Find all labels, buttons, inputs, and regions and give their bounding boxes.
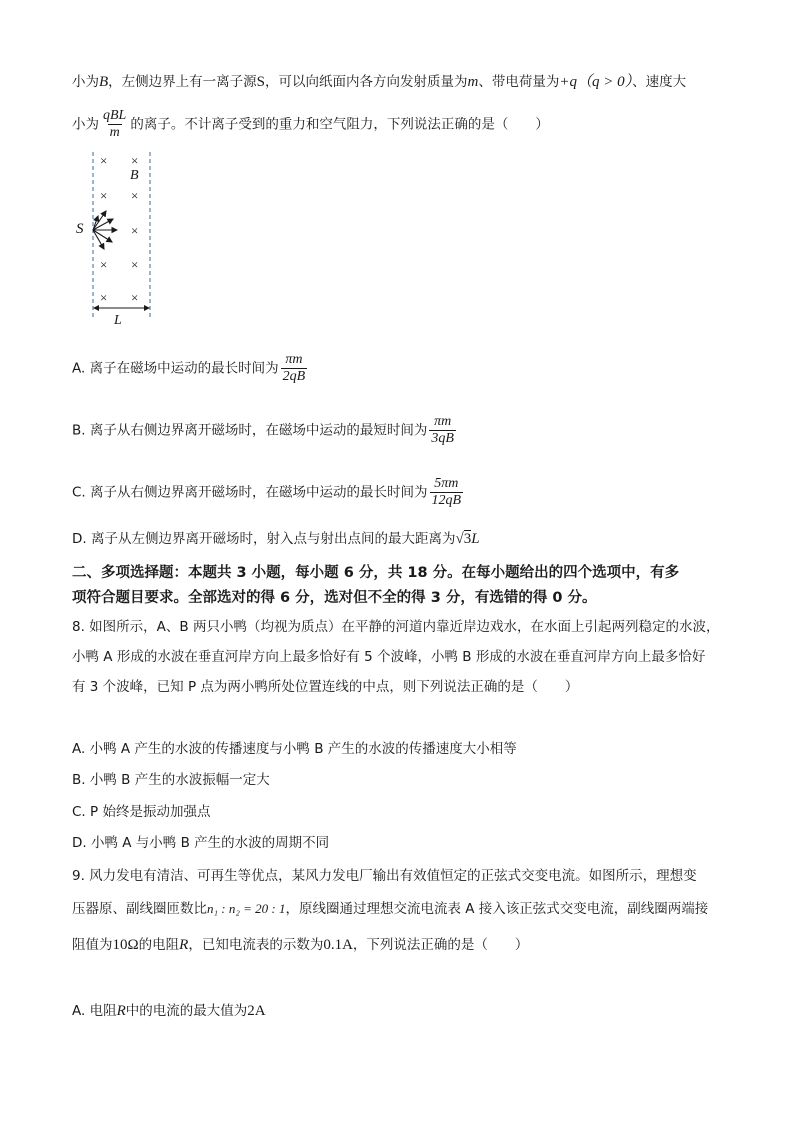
q8-stem-line1: 8. 如图所示，A、B 两只小鸭（均视为质点）在平静的河道内靠近岸边戏水，在水面上引起两列稳定的水波， (72, 619, 720, 635)
question7-stem-line1 (72, 72, 686, 92)
text-segment: ，原线圈通过理想交流电流表 A 接入该正弦式交变电流，副线圈两端接 (285, 901, 709, 917)
fraction-numerator: πm (285, 352, 303, 367)
arrow (93, 211, 106, 230)
text-segment: 的电阻 (138, 937, 180, 953)
sqrt-expression: √3 (455, 531, 472, 547)
q7-option-a (72, 352, 309, 385)
option-fraction (430, 476, 464, 509)
text-segment: 、带电荷量为 (478, 74, 560, 90)
fraction-denominator: 12qB (431, 493, 462, 508)
q8-option-b: B. 小鸭 B 产生的水波振幅一定大 (72, 772, 270, 788)
current-max-value: 2A (247, 1003, 266, 1019)
text-segment: 中的电流的最大值为 (125, 1003, 248, 1019)
text-segment: ，左侧边界上有一离子源 (108, 74, 257, 90)
cross-mark: × (131, 153, 139, 168)
cross-mark: × (131, 223, 139, 238)
fraction-denominator: 2qB (282, 369, 306, 384)
symbol-m: m (467, 74, 479, 90)
q9-stem-line1: 9. 风力发电有清洁、可再生等优点，某风力发电厂输出有效值恒定的正弦式交变电流。如图所示，理想变 (72, 868, 697, 884)
magnetic-field-figure (72, 148, 162, 326)
q8-option-c: C. P 始终是振动加强点 (72, 804, 211, 820)
q7-option-c (72, 476, 465, 509)
q9-stem-line2 (72, 899, 708, 919)
text-segment: A. 电阻 (72, 1003, 117, 1019)
section2-heading-line1: 二、多项选择题：本题共 3 小题，每小题 6 分，共 18 分。在每小题给出的四个选项中，有多 (72, 565, 680, 581)
fraction-denominator: m (109, 125, 120, 140)
text-segment: 、速度大 (632, 74, 687, 90)
cross-mark: × (100, 188, 108, 203)
symbol-r: R (179, 937, 189, 953)
resistance-value: 10Ω (112, 937, 139, 953)
option-fraction (281, 352, 308, 385)
cross-mark: × (131, 188, 139, 203)
source-label-s: S (76, 221, 84, 237)
q7-option-d (72, 529, 480, 549)
width-label-l: L (114, 313, 122, 326)
text-segment: ，已知电流表的示数为 (188, 937, 324, 953)
q8-stem-line3: 有 3 个波峰，已知 P 点为两小鸭所处位置连线的中点，则下列说法正确的是（ ） (72, 679, 579, 695)
symbol-s: S (256, 74, 266, 90)
cross-mark: × (131, 257, 139, 272)
question7-stem-line2 (72, 108, 549, 141)
q9-option-a (72, 1001, 266, 1021)
cross-mark: × (100, 153, 108, 168)
fraction-numerator: qBL (103, 108, 127, 123)
q8-stem-line2: 小鸭 A 形成的水波在垂直河岸方向上最多恰好有 5 个波峰，小鸭 B 形成的水波在垂直河岸方向上最多恰好 (72, 649, 706, 665)
q8-option-d: D. 小鸭 A 与小鸭 B 产生的水波的周期不同 (72, 835, 330, 851)
option-text: D. 离子从左侧边界离开磁场时，射入点与射出点间的最大距离为 (72, 531, 456, 547)
symbol-b: B (99, 74, 109, 90)
text-segment: 压器原、副线圈匝数比 (72, 901, 207, 917)
text-segment: ，下列说法正确的是（ ） (352, 937, 529, 953)
symbol-l: L (471, 531, 480, 547)
fraction-numerator: 5πm (434, 476, 459, 491)
q7-option-b (72, 414, 458, 447)
symbol-r: R (116, 1003, 126, 1019)
charge-expression: +q（q > 0） (559, 74, 633, 90)
cross-mark: × (100, 290, 108, 305)
option-text: B. 离子从右侧边界离开磁场时，在磁场中运动的最短时间为 (72, 422, 428, 439)
q9-stem-line3 (72, 935, 528, 955)
q8-option-a: A. 小鸭 A 产生的水波的传播速度与小鸭 B 产生的水波的传播速度大小相等 (72, 741, 517, 757)
current-value: 0.1A (323, 937, 353, 953)
emission-arrows (93, 211, 117, 249)
field-label-b: B (130, 168, 139, 183)
text-segment: 小为 (72, 74, 99, 90)
option-text: A. 离子在磁场中运动的最长时间为 (72, 360, 279, 377)
cross-mark: × (131, 290, 139, 305)
option-text: C. 离子从右侧边界离开磁场时，在磁场中运动的最长时间为 (72, 484, 428, 501)
text-segment: 阻值为 (72, 937, 113, 953)
section2-heading-line2: 项符合题目要求。全部选对的得 6 分，选对但不全的得 3 分，有选错的得 0 分。 (72, 590, 597, 606)
option-fraction (429, 414, 456, 447)
text-segment: 的离子。不计离子受到的重力和空气阻力，下列说法正确的是（ ） (130, 116, 549, 133)
turns-ratio: n₁ : n₂ = 20 : 1 (207, 901, 286, 916)
cross-mark: × (100, 257, 108, 272)
fraction-numerator: πm (434, 414, 452, 429)
text-segment: 小为 (72, 116, 99, 133)
radicand: 3 (463, 531, 472, 547)
fraction-denominator: 3qB (431, 431, 454, 446)
text-segment: ，可以向纸面内各方向发射质量为 (265, 74, 468, 90)
speed-fraction (101, 108, 128, 141)
